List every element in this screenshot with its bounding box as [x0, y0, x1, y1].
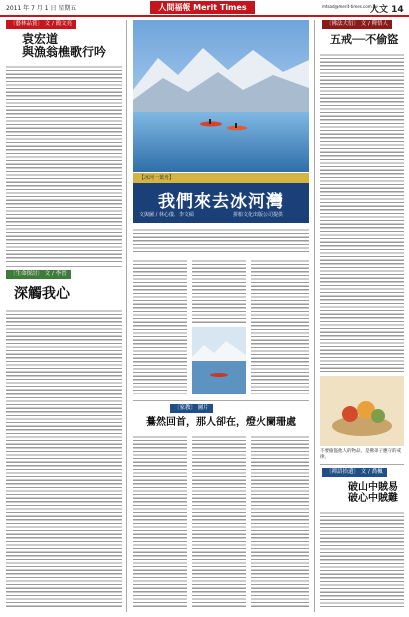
column-divider	[314, 20, 315, 612]
article-body-left-2	[6, 308, 122, 608]
section-label: 人文 14	[370, 5, 404, 15]
lower-body-col-1	[133, 434, 187, 609]
article-body-left-1	[6, 64, 122, 262]
article-headline-right-2: 破山中賊易 破心中賊難	[348, 482, 398, 504]
issue-date: 2011 年 7 月 1 日 星期五	[6, 5, 77, 12]
feature-body-col-2	[192, 258, 246, 324]
glacier-photo	[133, 20, 309, 172]
photo-caption: 不要偷盜他人的物品，是佛弟子應守的戒律。	[320, 449, 401, 460]
boat-photo	[192, 327, 246, 394]
section-tag-family: 〔家教〕 圖片	[170, 404, 213, 413]
article-headline-left-2: 深觸我心	[14, 286, 70, 302]
divider	[133, 400, 309, 401]
feature-title: 我們來去冰河灣	[158, 192, 284, 212]
article-headline-center-lower: 驀然回首，那人卻在，燈火闌珊處	[146, 417, 296, 428]
divider	[6, 266, 122, 267]
section-tag-life: 〔生命探討〕 文 / 李晉	[6, 270, 71, 279]
offering-photo	[320, 376, 404, 446]
feature-banner	[133, 173, 309, 223]
feature-body-col-1	[133, 258, 187, 394]
column-divider	[126, 20, 127, 612]
banner-credit: 文與圖 / 林心儀．李文碩	[139, 212, 194, 218]
contact-email: mtsad@merit-times.com.tw	[322, 4, 378, 9]
banner-series: 【冰河一葉舟】	[139, 175, 175, 181]
article-headline-left-1: 袁宏道 與漁翁樵歌行吟	[22, 32, 107, 60]
section-tag-zen: 〔禪語拾遺〕 文 / 喬楓	[322, 468, 387, 477]
section-tag-art: 〔藝林品賞〕 文 / 簡文亮	[6, 20, 76, 29]
section-tag-buddhism: 〔佛法大衍〕 文 / 釋悟人	[322, 20, 392, 29]
feature-body-col-3	[251, 258, 309, 394]
article-body-right-1	[320, 52, 404, 372]
article-body-right-2	[320, 510, 404, 609]
page-header	[0, 0, 409, 15]
banner-publisher: 拼船文化出版公司提供	[233, 212, 284, 218]
header-rule	[0, 15, 409, 17]
feature-intro	[133, 227, 309, 254]
divider	[320, 464, 404, 465]
lower-body-col-3	[251, 434, 309, 609]
article-headline-right-1: 五戒──不偷盜	[330, 33, 399, 46]
lower-body-col-2	[192, 434, 246, 609]
masthead-logo: 人間福報 Merit Times	[150, 1, 255, 14]
